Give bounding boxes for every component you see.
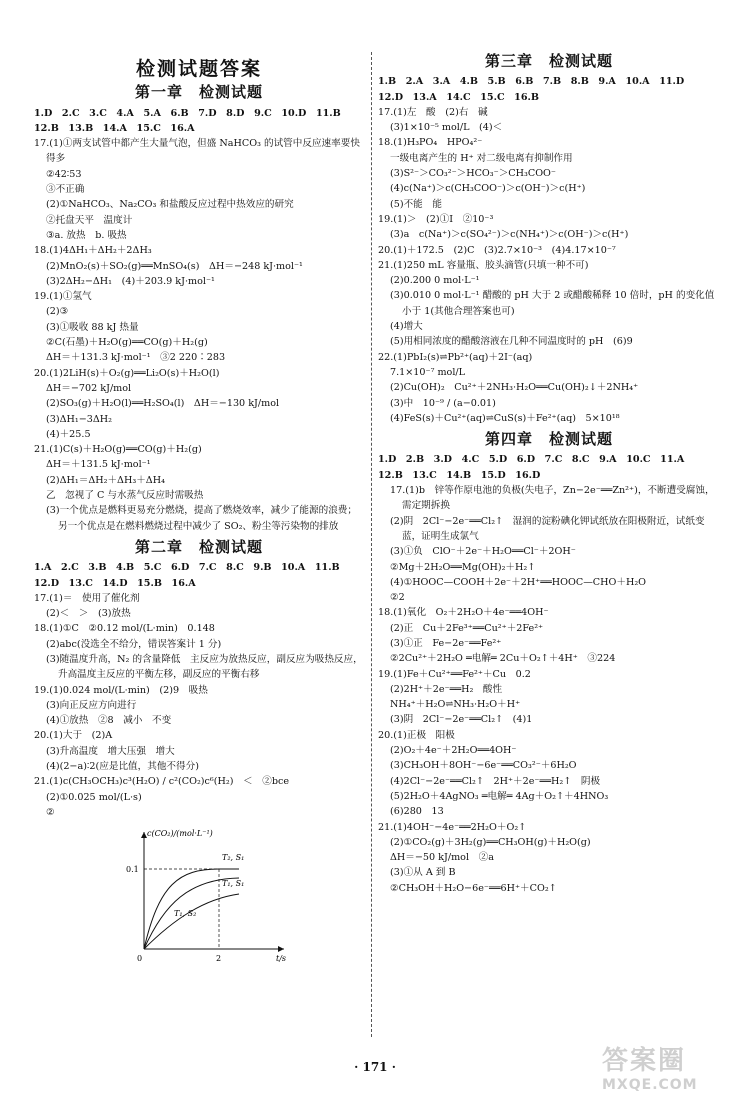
answer-line: (2)0.200 0 mol·L⁻¹ [390, 275, 480, 287]
answer-line: NH₄⁺＋H₂O⇌NH₃·H₂O＋H⁺ [390, 699, 521, 711]
answer-line: ②C(石墨)＋H₂O(g)══CO(g)＋H₂(g) [46, 337, 208, 349]
answer-line: 18.(1)氧化 O₂＋2H₂O＋4e⁻══4OH⁻ [378, 607, 549, 619]
answer-line: (3)2ΔH₂−ΔH₁ (4)＋203.9 kJ·mol⁻¹ [46, 275, 215, 287]
answer-line: ΔH＝−50 kJ/mol ②a [390, 852, 494, 864]
graph-svg [124, 824, 294, 964]
answer-line: (3)①负 ClO⁻＋2e⁻＋H₂O══Cl⁻＋2OH⁻ [390, 546, 576, 558]
answer-line: 18.(1)4ΔH₁＋ΔH₂＋2ΔH₃ [34, 245, 152, 257]
chapter-2-answers [34, 560, 364, 820]
answer-line: ΔH＝−702 kJ/mol [46, 382, 132, 394]
answer-line: 7.1×10⁻⁷ mol/L [390, 366, 466, 378]
answer-line: 19.(1)Fe＋Cu²⁺══Fe²⁺＋Cu 0.2 [378, 668, 531, 680]
answer-line: ②Mg＋2H₂O══Mg(OH)₂＋H₂↑ [390, 561, 536, 573]
answer-line: 20.(1)正极 阳极 [378, 729, 455, 741]
answer-line: (5)不能 能 [390, 198, 442, 210]
answer-line: ΔH＝＋131.3 kJ·mol⁻¹ ③2 220∶283 [46, 352, 226, 364]
answer-line: (4)FeS(s)＋Cu²⁺(aq)⇌CuS(s)＋Fe²⁺(aq) 5×10¹⁸ [390, 412, 620, 424]
chapter-heading-3: 第三章 检测试题 [484, 52, 613, 70]
curve-label: T₁, S₂ [174, 909, 197, 919]
answer-line: ②42∶53 [46, 168, 82, 180]
watermark-text: 答案圈 [602, 1046, 687, 1076]
answer-line: (4)①放热 ②8 减小 不变 [46, 715, 172, 727]
answer-line: (5)用相同浓度的醋酸溶液在几种不同温度时的 pH (6)9 [390, 336, 633, 348]
answer-line: (2)正 Cu＋2Fe³⁺══Cu²⁺＋2Fe²⁺ [390, 622, 544, 634]
answer-line: (2)MnO₂(s)＋SO₂(g)══MnSO₄(s) ΔH＝−248 kJ·mol⁻¹ [46, 260, 303, 272]
watermark-logo [602, 1040, 742, 1096]
answer-line: 乙 忽视了 C 与水蒸气反应时需吸热 [46, 490, 204, 502]
page-number: · 171 · [354, 1060, 396, 1074]
answer-line: 17.(1)①两支试管中都产生大量气泡，但盛 NaHCO₃ 的试管中反应速率要快得多 [34, 138, 360, 165]
answer-line: 19.(1)0.024 mol/(L·min) (2)9 吸热 [34, 684, 208, 696]
answer-line: 20.(1)2LiH(s)＋O₂(g)══Li₂O(s)＋H₂O(l) [34, 367, 220, 379]
answer-line: 12.B 13.B 14.A 15.C 16.A [34, 122, 195, 134]
answer-line: 12.D 13.C 14.D 15.B 16.A [34, 577, 196, 589]
answer-line: ②托盘天平 温度计 [46, 214, 133, 226]
answer-line: (3)中 10⁻⁹ / (a−0.01) [390, 397, 496, 409]
answer-line: ③a. 放热 b. 吸热 [46, 229, 127, 241]
answer-line: ②CH₃OH＋H₂O−6e⁻══6H⁺＋CO₂↑ [390, 882, 557, 894]
answer-line: (3)阴 2Cl⁻−2e⁻══Cl₂↑ (4)1 [390, 714, 533, 726]
graph-ylabel: c(CO₂)/(mol·L⁻¹) [147, 829, 213, 839]
answer-line: (4)增大 [390, 321, 423, 333]
answer-line: (2)＜ ＞ (3)放热 [46, 608, 131, 620]
answer-line: (2)O₂＋4e⁻＋2H₂O══4OH⁻ [390, 745, 517, 757]
chapter-1-answers [34, 106, 364, 534]
answer-line: 21.(1)4OH⁻−4e⁻══2H₂O＋O₂↑ [378, 821, 527, 833]
graph-xlabel: t/s [276, 954, 287, 964]
answer-line: 12.D 13.A 14.C 15.C 16.B [378, 91, 539, 103]
answer-line: (3)S²⁻＞CO₃²⁻＞HCO₃⁻＞CH₃COO⁻ [390, 168, 556, 180]
answer-line: (3)升高温度 增大压强 增大 [46, 745, 175, 757]
answer-line: 17.(1)＝ 使用了催化剂 [34, 592, 140, 604]
answer-line: 18.(1)①C ②0.12 mol/(L·min) 0.148 [34, 623, 215, 635]
answer-line: (2)SO₃(g)＋H₂O(l)══H₂SO₄(l) ΔH＝−130 kJ/mol [46, 398, 280, 410]
answer-line: (3)一个优点是燃料更易充分燃烧，提高了燃烧效率，减少了能源的浪费；另一个优点是在燃料燃烧过程中减少了 SO₂、粉尘等污染物的排放 [46, 505, 357, 532]
answer-line: 一级电离产生的 H⁺ 对二级电离有抑制作用 [390, 152, 573, 164]
page-title: 检测试题答案 [135, 58, 262, 80]
x-axis-arrow [278, 946, 284, 952]
answer-line: (2)Cu(OH)₂ Cu²⁺＋2NH₃·H₂O══Cu(OH)₂↓＋2NH₄⁺ [390, 382, 639, 394]
answer-line: (3)①正 Fe−2e⁻══Fe²⁺ [390, 637, 502, 649]
answer-line: (3)CH₃OH＋8OH⁻−6e⁻══CO₃²⁻＋6H₂O [390, 760, 577, 772]
chapter-4-answers [378, 452, 720, 896]
curve-label: T₁, S₁ [222, 879, 245, 889]
answer-line: (4)①HOOC—COOH＋2e⁻＋2H⁺══HOOC—CHO＋H₂O [390, 576, 647, 588]
answer-line: 12.B 13.C 14.B 15.D 16.D [378, 469, 541, 481]
answer-line: ②2 [390, 592, 405, 604]
answer-line: (2)①CO₂(g)＋3H₂(g)══CH₃OH(g)＋H₂O(g) [390, 836, 591, 848]
answer-line: (3)0.010 0 mol·L⁻¹ 醋酸的 pH 大于 2 或醋酸稀释 10 倍时，pH 的变化值小于 1(其他合理答案也可) [390, 290, 715, 317]
answer-line: 17.(1)左 酸 (2)右 碱 [378, 106, 488, 118]
answer-line: 1.D 2.C 3.C 4.A 5.A 6.B 7.D 8.D 9.C 10.D 11.B [34, 107, 341, 119]
answer-line: (3)①吸收 88 kJ 热量 [46, 321, 139, 333]
graph-xtick: 2 [216, 954, 222, 964]
answer-line: (2)阴 2Cl⁻−2e⁻══Cl₂↑ 湿润的淀粉碘化钾试纸放在阳极附近，试纸变蓝，证明生成氯气 [390, 515, 705, 542]
left-column [34, 52, 364, 964]
chapter-heading-1: 第一章 检测试题 [134, 83, 263, 102]
answer-line: (2)2H⁺＋2e⁻══H₂ 酸性 [390, 683, 503, 695]
answer-line: 1.A 2.C 3.B 4.B 5.C 6.D 7.C 8.C 9.B 10.A 11.B [34, 562, 340, 574]
answer-line: (2)③ [46, 306, 69, 318]
answer-line: (2)abc(没选全不给分，错误答案计 1 分) [46, 638, 222, 650]
chapter-heading-2: 第二章 检测试题 [134, 537, 263, 556]
answer-line: 21.(1)C(s)＋H₂O(g)══CO(g)＋H₂(g) [34, 444, 202, 456]
answer-line: 1.D 2.B 3.D 4.C 5.D 6.D 7.C 8.C 9.A 10.C 11.A [378, 454, 685, 466]
answer-line: ② [46, 806, 55, 818]
answer-line: (4)(2−a)∶2(应是比值，其他不得分) [46, 761, 199, 773]
graph-origin: 0 [137, 954, 143, 964]
right-column [378, 52, 720, 896]
answer-line: (2)①NaHCO₃、Na₂CO₃ 和盐酸反应过程中热效应的研究 [46, 199, 294, 211]
answer-line: (4)2Cl⁻−2e⁻══Cl₂↑ 2H⁺＋2e⁻══H₂↑ 阴极 [390, 775, 601, 787]
answer-line: (3)1×10⁻⁵ mol/L (4)＜ [390, 122, 503, 134]
watermark-url: MXQE.COM [602, 1077, 698, 1093]
answer-line: (4)＋25.5 [46, 428, 91, 440]
answer-line: 19.(1)＞ (2)①Ⅰ ②10⁻³ [378, 213, 494, 225]
answer-line: 20.(1)大于 (2)A [34, 730, 113, 742]
answer-line: (4)c(Na⁺)＞c(CH₃COO⁻)＞c(OH⁻)＞c(H⁺) [390, 183, 586, 195]
answer-line: 21.(1)250 mL 容量瓶、胶头滴管(只填一种不可) [378, 259, 589, 271]
answer-line: (6)280 13 [390, 806, 444, 818]
answer-line: 21.(1)c(CH₃OCH₃)c³(H₂O) / c²(CO₂)c⁶(H₂) ＜ ②bce [34, 776, 290, 788]
curve-label: T₂, S₁ [222, 853, 245, 863]
answer-line: (3)ΔH₁−3ΔH₂ [46, 413, 113, 425]
answer-line: (3)随温度升高，N₂ 的含量降低 主反应为放热反应，副反应为吸热反应，升高温度主反应的平衡左移，副反应的平衡右移 [46, 653, 363, 681]
answer-line: 20.(1)＋172.5 (2)C (3)2.7×10⁻³ (4)4.17×10⁻⁷ [378, 244, 616, 256]
answer-line: (2)①0.025 mol/(L·s) [46, 791, 142, 803]
chapter-3-answers [378, 74, 720, 426]
graph-ytick: 0.1 [126, 865, 139, 875]
answer-line: (3)向正反应方向进行 [46, 699, 137, 711]
column-divider [371, 52, 372, 1037]
answer-line: 19.(1)①氢气 [34, 291, 92, 303]
answer-line: (5)2H₂O＋4AgNO₃ ═电解═ 4Ag＋O₂↑＋4HNO₃ [390, 790, 609, 802]
chapter-heading-4: 第四章 检测试题 [484, 430, 613, 449]
answer-line: 17.(1)b 锌等作原电池的负极(失电子，Zn−2e⁻══Zn²⁺)，不断遭受腐蚀，需定期拆换 [390, 485, 715, 512]
answer-line: 1.B 2.A 3.A 4.B 5.B 6.B 7.B 8.B 9.A 10.A 11.D [378, 76, 685, 88]
answer-line: 18.(1)H₃PO₄ HPO₄²⁻ [378, 137, 483, 149]
answer-line: ΔH＝＋131.5 kJ·mol⁻¹ [46, 459, 151, 471]
answer-line: (3)a c(Na⁺)＞c(SO₄²⁻)＞c(NH₄⁺)＞c(OH⁻)＞c(H⁺) [390, 229, 629, 241]
answer-line: ③不正确 [46, 184, 85, 196]
answer-line: ②2Cu²⁺＋2H₂O ═电解═ 2Cu＋O₂↑＋4H⁺ ③224 [390, 653, 616, 665]
concentration-time-graph [124, 824, 294, 964]
answer-line: (3)①从 A 到 B [390, 867, 456, 879]
answer-line: (2)ΔH₁＝ΔH₂＋ΔH₃＋ΔH₄ [46, 474, 165, 486]
answer-line: 22.(1)PbI₂(s)⇌Pb²⁺(aq)＋2I⁻(aq) [378, 351, 533, 363]
